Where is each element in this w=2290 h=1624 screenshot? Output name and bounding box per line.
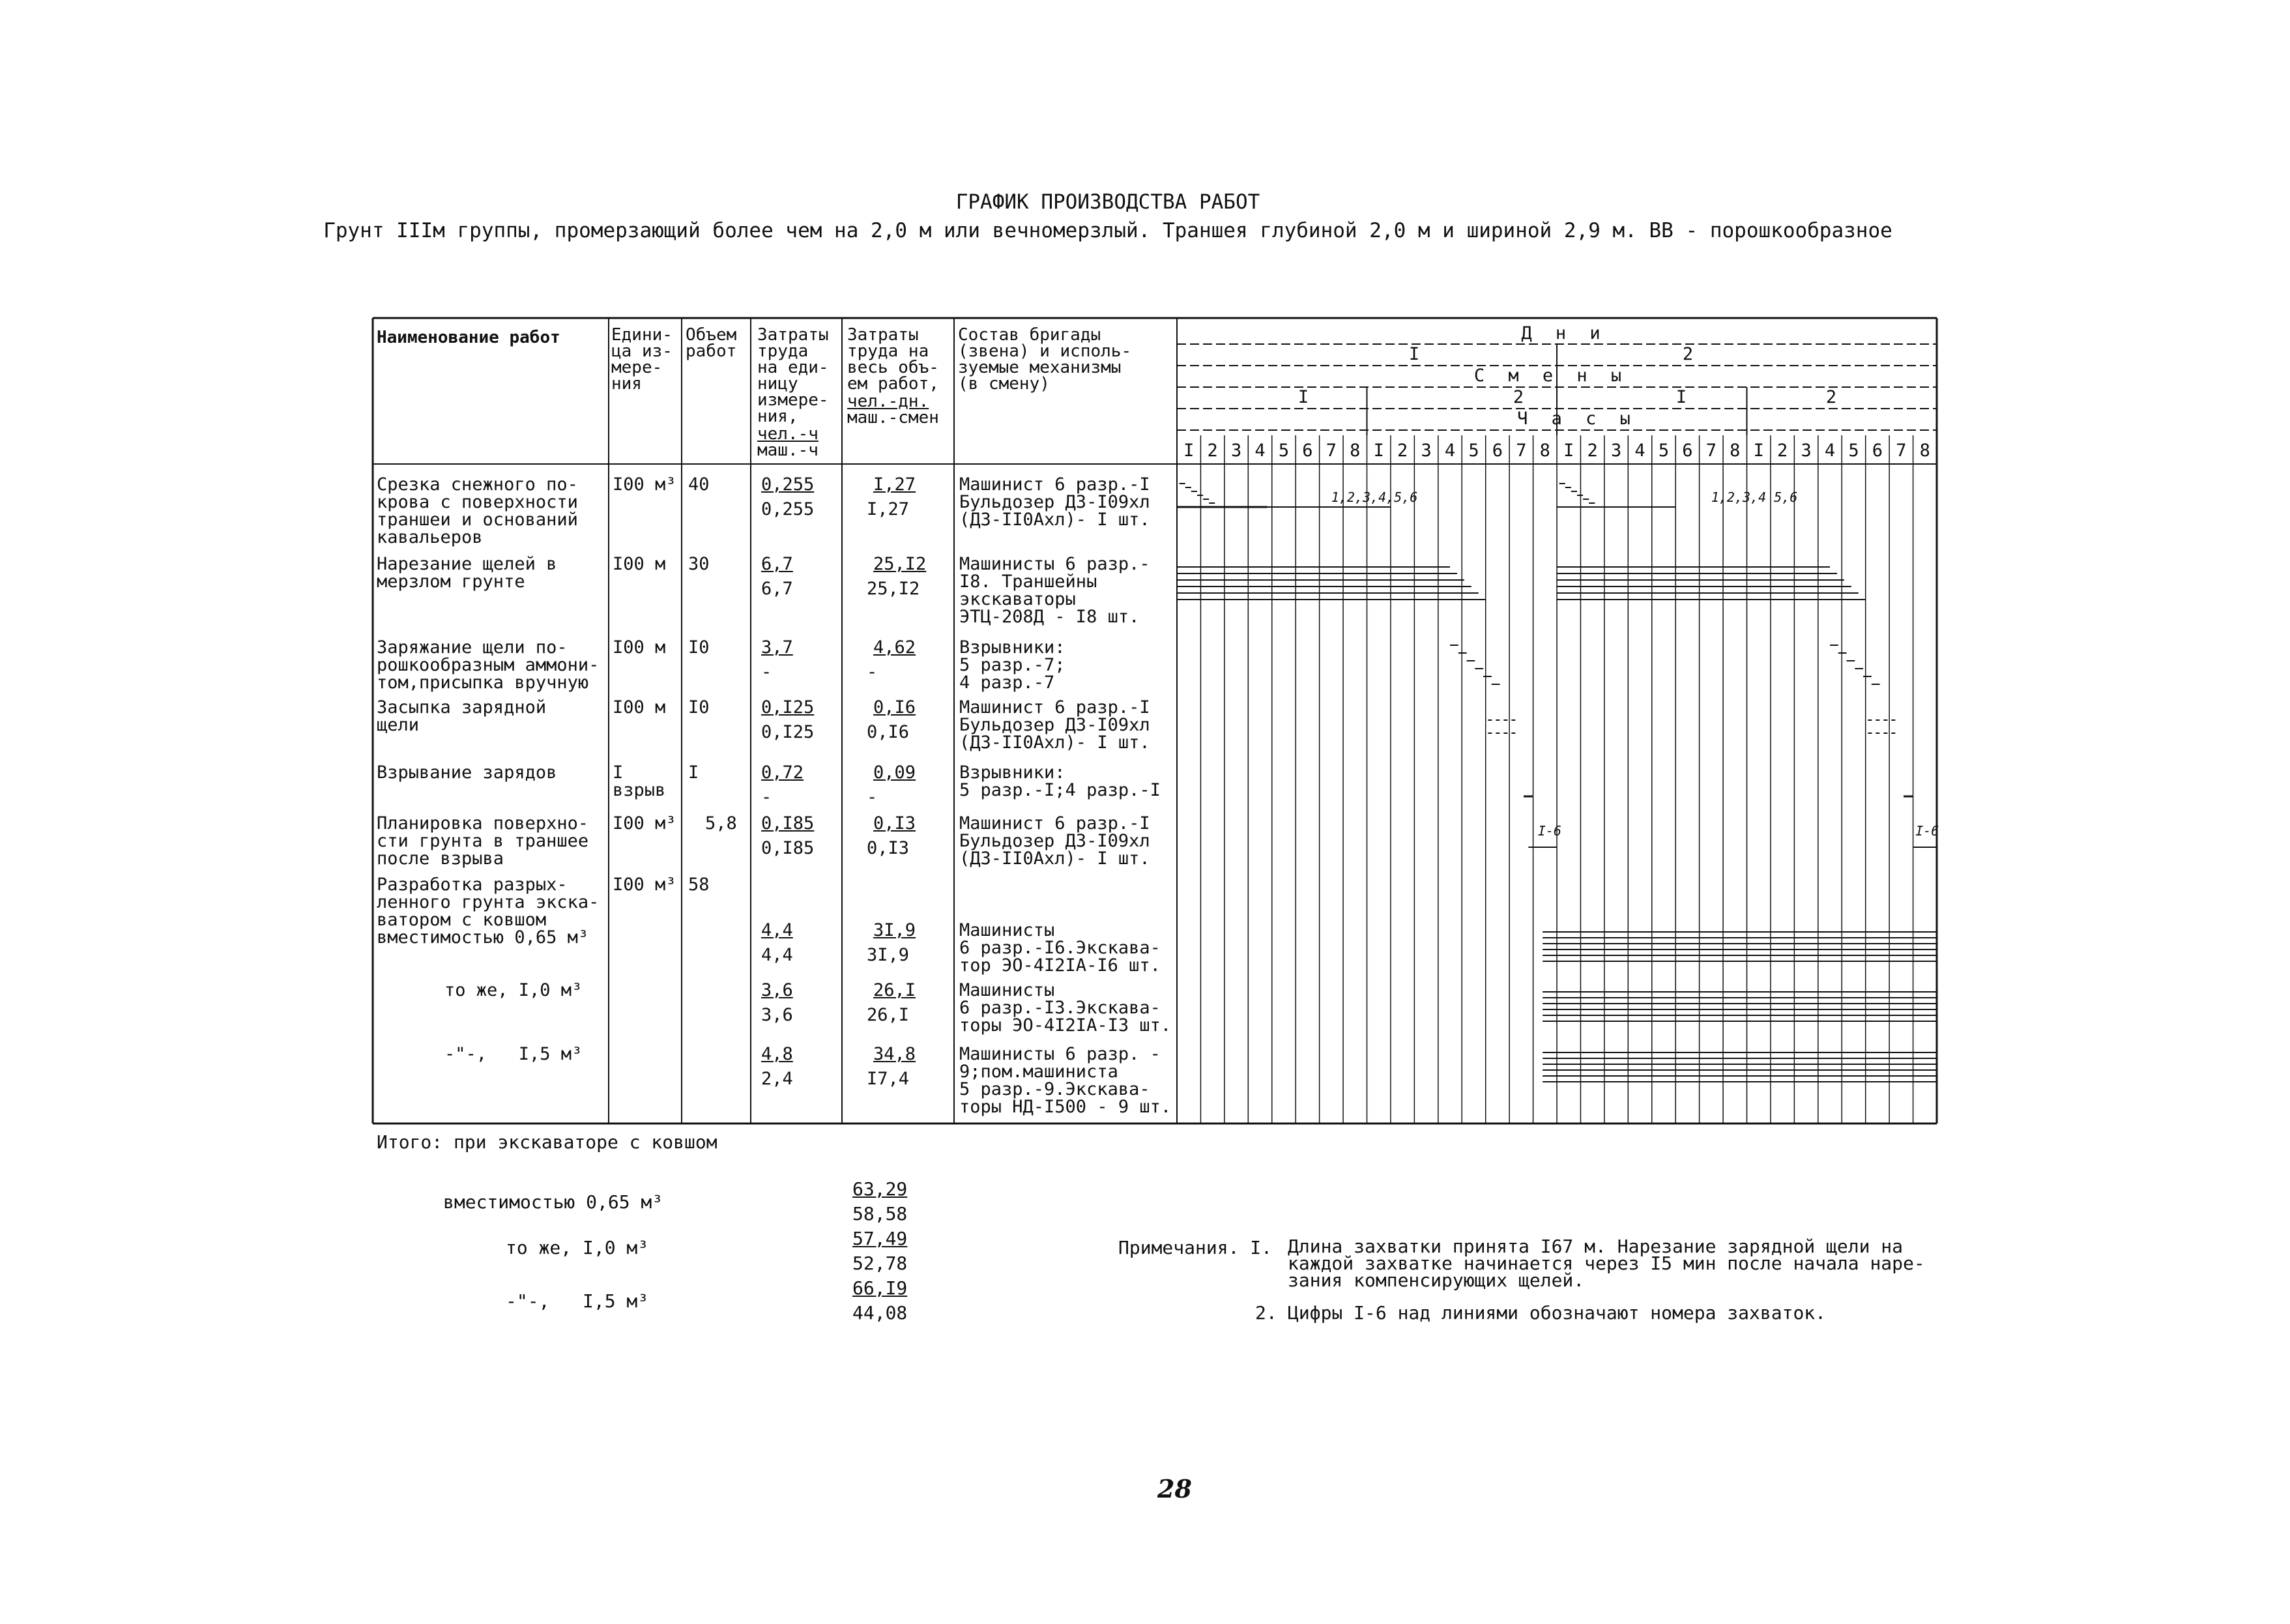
header-labor-total-machines: маш.-смен — [847, 408, 939, 428]
totals-r2-bot: 52,78 — [852, 1253, 908, 1274]
row-crew: Машинист 6 разр.-I Бульдозер ДЗ-I09хл (ДЗ-II0Ахл)- I шт. — [959, 474, 1150, 530]
row-crew: Машинист 6 разр.-I Бульдозер ДЗ-I09хл (ДЗ-II0Ахл)- I шт. — [959, 697, 1150, 753]
row-labor-unit-top: 3,6 — [761, 980, 793, 1000]
row-labor-total-top: 0,I6 — [873, 697, 916, 718]
hour-label: 6 — [1872, 441, 1883, 461]
hour-label: 2 — [1777, 441, 1788, 461]
row-labor-total-bottom: 0,I3 — [867, 838, 910, 858]
row-labor-total-bottom: 0,I6 — [867, 722, 910, 742]
row-unit: I взрыв — [613, 762, 666, 800]
row-labor-unit-bottom: 0,255 — [761, 499, 815, 519]
gantt-label: I-6 — [1915, 823, 1939, 839]
header-hours: Ч а с ы — [1517, 409, 1637, 429]
row-name: Планировка поверхно- сти грунта в траншее после взрыва — [377, 813, 589, 869]
row-name: то же, I,0 м³ — [444, 980, 583, 1000]
row-crew: Машинисты 6 разр.-I6.Экскава- тор ЭО-4I2IА-I6 шт. — [959, 920, 1161, 976]
header-labor-total-people: чел.-дн. — [847, 392, 929, 411]
header-volume: Объем работ — [686, 325, 737, 361]
hour-label: 4 — [1254, 441, 1266, 461]
header-day-2: 2 — [1682, 344, 1694, 364]
hour-label: 3 — [1230, 441, 1242, 461]
hour-label: 7 — [1516, 441, 1527, 461]
totals-r2-label: то же, I,0 м³ — [506, 1237, 649, 1258]
note-2-lead: 2. — [1255, 1302, 1277, 1324]
row-crew: Машинисты 6 разр. - 9;пом.машиниста 5 разр.-9.Экскава- торы НД-I500 - 9 шт. — [959, 1044, 1172, 1117]
row-labor-total-top: 3I,9 — [873, 920, 916, 940]
row-labor-total-top: 25,I2 — [873, 554, 927, 574]
row-volume: I — [688, 762, 699, 783]
header-days: Д н и — [1521, 323, 1607, 343]
header-crew: Состав бригады (звена) и исполь- зуемые механизмы (в смену) — [958, 325, 1132, 394]
hour-label: 8 — [1919, 441, 1930, 461]
row-labor-unit-bottom: - — [761, 787, 772, 807]
row-crew: Взрывники: 5 разр.-7; 4 разр.-7 — [959, 637, 1065, 693]
row-name: Срезка снежного по- крова с поверхности траншеи и оснований кавальеров — [377, 474, 578, 547]
row-labor-total-top: 4,62 — [873, 637, 916, 658]
hour-label: 6 — [1682, 441, 1693, 461]
row-labor-unit-bottom: - — [761, 662, 772, 682]
row-labor-unit-top: 4,4 — [761, 920, 793, 940]
row-volume: I0 — [688, 637, 710, 658]
row-labor-total-top: 26,I — [873, 980, 916, 1000]
hour-label: 5 — [1658, 441, 1670, 461]
hour-label: I — [1373, 441, 1384, 461]
hour-label: 6 — [1302, 441, 1313, 461]
row-crew: Взрывники: 5 разр.-I;4 разр.-I — [959, 762, 1161, 800]
hour-label: I — [1563, 441, 1574, 461]
totals-r3-top: 66,I9 — [852, 1277, 908, 1299]
page-subtitle: Грунт IIIм группы, промерзающий более чем на 2,0 м или вечномерзлый. Траншея глубиной 2,0 м и шириной 2,9 м. ВВ - порошкообразное — [323, 219, 1892, 242]
header-unit: Едини- ца из- мере- ния — [611, 325, 673, 394]
row-name: Разработка разрых- ленного грунта экска- ватором с ковшом вместимостью 0,65 м³ — [377, 875, 600, 948]
row-unit: I00 м³ — [613, 474, 676, 495]
hour-label: 3 — [1610, 441, 1622, 461]
hour-label: 5 — [1468, 441, 1479, 461]
hour-label: 2 — [1207, 441, 1218, 461]
row-name: Засыпка зарядной щели — [377, 697, 547, 735]
page-number: 28 — [1157, 1474, 1192, 1503]
row-volume: 30 — [688, 554, 710, 574]
hour-label: 7 — [1896, 441, 1907, 461]
page-title: ГРАФИК ПРОИЗВОДСТВА РАБОТ — [955, 190, 1260, 214]
row-labor-unit-top: 6,7 — [761, 554, 793, 574]
row-labor-total-top: 0,I3 — [873, 813, 916, 834]
hour-label: 2 — [1587, 441, 1598, 461]
gantt-label: 1,2,3,4 5,6 — [1711, 489, 1798, 505]
gantt-label: 1,2,3,4,5,6 — [1331, 489, 1418, 505]
row-labor-total-bottom: I7,4 — [867, 1069, 910, 1089]
header-shift-4: 2 — [1825, 387, 1837, 407]
header-labor-unit-people: чел.-ч — [757, 424, 819, 444]
row-labor-unit-bottom: 3,6 — [761, 1005, 793, 1025]
row-crew: Машинист 6 разр.-I Бульдозер ДЗ-I09хл (ДЗ-II0Ахл)- I шт. — [959, 813, 1150, 869]
note-2: Цифры I-6 над линиями обозначают номера захваток. — [1288, 1302, 1827, 1324]
totals-r2-top: 57,49 — [852, 1228, 908, 1249]
totals-label: Итого: при экскаваторе с ковшом — [377, 1131, 717, 1153]
totals-r1-bot: 58,58 — [852, 1203, 908, 1225]
hour-label: 7 — [1705, 441, 1717, 461]
row-labor-unit-bottom: 2,4 — [761, 1069, 793, 1089]
totals-r3-bot: 44,08 — [852, 1302, 908, 1324]
hour-label: 5 — [1848, 441, 1859, 461]
hour-label: 8 — [1350, 441, 1361, 461]
row-labor-unit-top: 0,I25 — [761, 697, 815, 718]
row-labor-unit-top: 0,255 — [761, 474, 815, 495]
hour-label: 3 — [1801, 441, 1812, 461]
row-unit: I00 м³ — [613, 813, 676, 834]
row-unit: I00 м — [613, 554, 666, 574]
hour-label: 8 — [1730, 441, 1741, 461]
row-labor-total-top: 0,09 — [873, 762, 916, 783]
hour-label: 2 — [1397, 441, 1408, 461]
header-labor-unit-machines: маш.-ч — [757, 441, 819, 460]
hour-label: 8 — [1539, 441, 1550, 461]
hour-label: 7 — [1326, 441, 1337, 461]
header-labor-unit: Затраты труда на еди- ницу измере- ния, — [757, 325, 829, 426]
row-name: -"-, I,5 м³ — [444, 1044, 583, 1064]
row-labor-unit-top: 0,I85 — [761, 813, 815, 834]
totals-r1-top: 63,29 — [852, 1178, 908, 1200]
row-labor-total-bottom: - — [867, 662, 878, 682]
row-labor-total-top: I,27 — [873, 474, 916, 495]
header-name: Наименование работ — [377, 328, 560, 347]
row-labor-total-bottom: - — [867, 787, 878, 807]
header-labor-total: Затраты труда на весь объ- ем работ, — [847, 325, 939, 394]
row-name: Заряжание щели по- рошкообразным аммони- том,присыпка вручную — [377, 637, 600, 693]
row-volume: 5,8 — [705, 813, 737, 834]
totals-r1-label: вместимостью 0,65 м³ — [443, 1191, 663, 1213]
row-labor-unit-bottom: 4,4 — [761, 945, 793, 965]
row-labor-unit-top: 0,72 — [761, 762, 804, 783]
header-shift-1: I — [1297, 387, 1309, 407]
hour-label: I — [1753, 441, 1764, 461]
row-volume: I0 — [688, 697, 710, 718]
row-labor-unit-top: 3,7 — [761, 637, 793, 658]
row-labor-total-bottom: 26,I — [867, 1005, 910, 1025]
row-labor-unit-bottom: 0,I25 — [761, 722, 815, 742]
row-crew: Машинисты 6 разр.- I8. Траншейны экскаваторы ЭТЦ-208Д - I8 шт. — [959, 554, 1150, 627]
hour-label: 5 — [1278, 441, 1290, 461]
row-labor-unit-bottom: 0,I85 — [761, 838, 815, 858]
row-name: Нарезание щелей в мерзлом грунте — [377, 554, 557, 592]
hour-label: I — [1183, 441, 1195, 461]
hour-label: 6 — [1492, 441, 1503, 461]
header-shift-2: 2 — [1513, 387, 1524, 407]
row-crew: Машинисты 6 разр.-I3.Экскава- торы ЭО-4I2IА-I3 шт. — [959, 980, 1172, 1036]
row-labor-total-bottom: I,27 — [867, 499, 910, 519]
row-name: Взрывание зарядов — [377, 762, 557, 783]
hour-label: 4 — [1444, 441, 1456, 461]
row-labor-unit-top: 4,8 — [761, 1044, 793, 1064]
hour-label: 4 — [1634, 441, 1645, 461]
header-shifts: С м е н ы — [1473, 366, 1629, 386]
row-labor-unit-bottom: 6,7 — [761, 579, 793, 599]
row-unit: I00 м — [613, 637, 666, 658]
hour-label: 3 — [1421, 441, 1432, 461]
header-shift-3: I — [1675, 387, 1687, 407]
row-labor-total-bottom: 25,I2 — [867, 579, 920, 599]
hour-label: 4 — [1824, 441, 1836, 461]
row-labor-total-bottom: 3I,9 — [867, 945, 910, 965]
gantt-label: I-6 — [1537, 823, 1561, 839]
row-volume: 40 — [688, 474, 710, 495]
totals-r3-label: -"-, I,5 м³ — [506, 1290, 649, 1312]
notes-lead: Примечания. I. — [1118, 1237, 1273, 1258]
row-unit: I00 м³ — [613, 875, 676, 895]
row-labor-total-top: 34,8 — [873, 1044, 916, 1064]
row-unit: I00 м — [613, 697, 666, 718]
header-day-1: I — [1408, 344, 1420, 364]
row-volume: 58 — [688, 875, 710, 895]
note-1: Длина захватки принята I67 м. Нарезание зарядной щели на каждой захватке начинается через I5 мин после начала наре- зания компенсирующих щелей. — [1288, 1236, 1925, 1291]
